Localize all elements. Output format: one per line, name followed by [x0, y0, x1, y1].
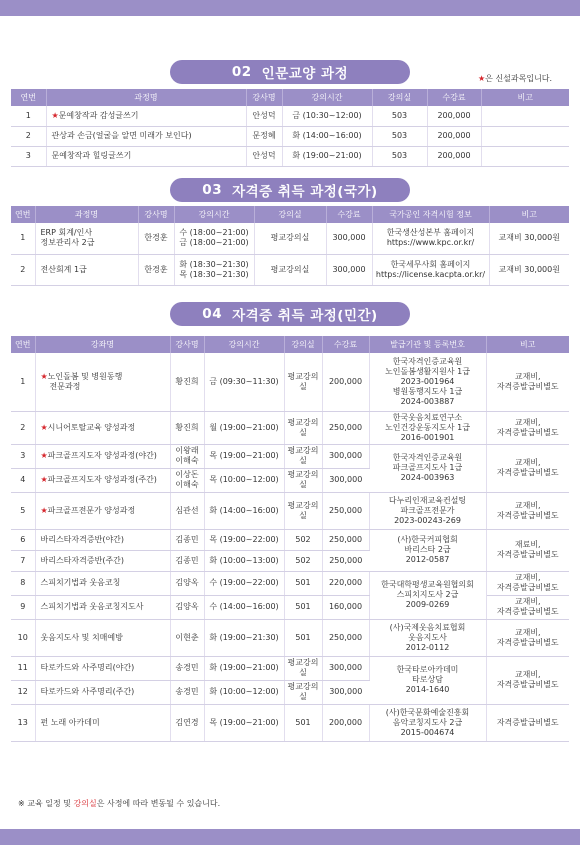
table-cell	[486, 492, 569, 529]
cell-line: 자격증발급비별도	[496, 680, 559, 689]
course-name: 스피치기법과 웃음코칭	[40, 578, 121, 587]
teacher-name: 황진희	[175, 422, 199, 432]
star-icon: ★	[478, 74, 486, 83]
star-icon: ★	[40, 371, 48, 381]
table-cell: 300,000	[322, 444, 369, 468]
cell-line: 한국자격인증교육원	[392, 453, 463, 462]
table-cell	[170, 353, 204, 411]
info-line: 한국생산성본부 홈페이지	[386, 228, 475, 238]
table-cell	[170, 656, 204, 680]
cell-line: 한국대학평생교육원협의회	[381, 580, 474, 589]
table-cell: 안성덕	[246, 146, 282, 166]
cell-line: (사)한국문화예술진흥회	[385, 707, 470, 717]
table-cell	[35, 529, 170, 550]
teacher-name: 이상돈	[175, 470, 199, 479]
course-name: 바리스타자격증반(주간)	[40, 555, 125, 565]
table-cell	[35, 411, 170, 444]
table-cell	[35, 619, 170, 656]
table-cell: 200,000	[427, 106, 481, 126]
teacher-name: 이현춘	[175, 632, 199, 642]
cell-line: 자격증발급비별도	[496, 717, 559, 727]
cell-line: 2023-00243-269	[394, 515, 461, 525]
table-cell: 501	[284, 571, 322, 595]
course-name: 바리스타자격증반(야간)	[40, 534, 125, 544]
table-cell	[35, 254, 138, 285]
table-cell	[174, 254, 254, 285]
table-cell: 문정혜	[246, 126, 282, 146]
teacher-name: 송경민	[175, 687, 199, 696]
cell-line: 교재비,	[514, 627, 541, 637]
table-cell: 220,000	[322, 571, 369, 595]
cell-line: 한국타로아카데미	[396, 665, 459, 674]
table-cell	[46, 146, 246, 166]
cell-line: 노인건강운동지도사 1급	[385, 422, 470, 432]
table-cell: 목 (19:00~21:00)	[204, 444, 284, 468]
cell-line: 노인돌봄생활지원사 1급	[385, 366, 470, 376]
table-cell	[481, 126, 569, 146]
course-name: 타로카드와 사주명리(주간)	[40, 687, 135, 696]
course-name: 타로카드와 사주명리(야간)	[40, 663, 135, 672]
course-name: 문예창작과 힐링글쓰기	[51, 151, 132, 160]
table-cell	[35, 656, 170, 680]
table-cell	[170, 529, 204, 550]
cell-line: 다누리인재교육컨설팅	[388, 495, 467, 505]
section-number: 02	[231, 64, 252, 80]
top-bar	[0, 0, 580, 16]
table-cell	[170, 680, 204, 704]
cell-line: 2024-003887	[400, 396, 455, 406]
cell-line: 자격증발급비별도	[496, 510, 559, 520]
footnote: ※ 교육 일정 및 강의실은 사정에 따라 변동될 수 있습니다.	[18, 799, 221, 808]
table-cell	[170, 444, 204, 468]
table-cell: 1	[11, 106, 46, 126]
table-cell: 501	[284, 619, 322, 656]
table-cell	[170, 571, 204, 595]
table-cell: 화 (10:00~12:00)	[204, 680, 284, 704]
cell-line: 2015-004674	[400, 727, 455, 737]
table-cell: 5	[11, 492, 35, 529]
table-cell	[369, 571, 486, 619]
info-line: https://www.kpc.or.kr/	[386, 238, 475, 248]
table-cell	[486, 411, 569, 444]
course-name: 정보관리사 2급	[40, 238, 95, 248]
table-cell: 501	[284, 704, 322, 741]
table-cell	[369, 529, 486, 571]
cell-line: (사)국제웃음치료협회	[389, 622, 466, 632]
course-name: 웃음지도사 및 치매예방	[40, 632, 123, 642]
table-cell	[35, 595, 170, 619]
table-row	[11, 571, 569, 595]
table-cell: 월 (19:00~21:00)	[204, 411, 284, 444]
table-cell	[369, 411, 486, 444]
star-icon: ★	[40, 422, 48, 432]
table-header: 연번 과정명 강사명 강의시간 강의실 수강료 비고	[11, 89, 569, 106]
table-cell: 금 (10:30~12:00)	[282, 106, 372, 126]
table-cell: 502	[284, 550, 322, 571]
table-header: 연번 과정명 강사명 강의시간 강의실 수강료 국가공인 자격시험 정보 비고	[11, 206, 569, 223]
teacher-name: 이해숙	[175, 456, 199, 465]
course-name: 파크골프전문가 양성과정	[47, 505, 136, 515]
table-cell: 화 (10:00~13:00)	[204, 550, 284, 571]
table-cell	[35, 492, 170, 529]
section-title-text: 자격증 취득 과정(민간)	[232, 308, 378, 324]
table-cell	[174, 223, 254, 254]
table-cell	[486, 444, 569, 492]
table-cell: 수 (19:00~22:00)	[204, 571, 284, 595]
time-line: 화 (18:30~21:30)	[179, 259, 249, 269]
course-name: 시니어토탈교육 양성과정	[47, 422, 136, 432]
table-cell: 300,000	[322, 656, 369, 680]
section-number: 03	[202, 182, 223, 198]
table-cell	[35, 353, 170, 411]
table-cell: 13	[11, 704, 35, 741]
table-cell: 300,000	[326, 223, 372, 254]
table-cell	[170, 704, 204, 741]
table-private-cert	[11, 336, 569, 742]
section-number: 04	[202, 306, 223, 322]
table-row	[11, 656, 569, 680]
table-cell	[46, 106, 246, 126]
table-cell: 200,000	[427, 126, 481, 146]
table-cell	[369, 704, 486, 741]
cell-line: 자격증발급비별도	[496, 637, 559, 647]
time-line: 수 (18:00~21:00)	[179, 228, 249, 238]
table-cell: 평교강의실	[284, 411, 322, 444]
table-cell: 화 (19:00~21:30)	[204, 619, 284, 656]
table-row	[11, 529, 569, 550]
cell-line: 바리스타 2급	[404, 545, 451, 554]
table-cell	[486, 619, 569, 656]
table-row	[11, 444, 569, 468]
table-cell: 1	[11, 223, 35, 254]
table-row	[11, 704, 569, 741]
table-cell: 200,000	[322, 353, 369, 411]
table-cell: 목 (19:00~21:00)	[204, 704, 284, 741]
cell-line: 2012-0112	[405, 642, 450, 652]
table-cell: 평교강의실	[284, 444, 322, 468]
cell-line: 교재비,	[514, 458, 541, 467]
teacher-name: 김종민	[175, 555, 199, 565]
table-cell	[46, 126, 246, 146]
table-cell: 502	[284, 529, 322, 550]
cell-line: 교재비,	[514, 417, 541, 427]
section-02-title	[170, 60, 410, 84]
table-cell: 평교강의실	[284, 468, 322, 492]
course-name: 파크골프지도자 양성과정(야간)	[47, 451, 157, 460]
table-cell	[369, 492, 486, 529]
table-cell: 6	[11, 529, 35, 550]
cell-line: 교재비,	[514, 573, 541, 582]
cell-line: 음악코칭지도사 2급	[392, 717, 463, 727]
table-cell	[170, 550, 204, 571]
cell-line: 2024-003963	[400, 473, 455, 482]
table-cell: 한경훈	[138, 223, 174, 254]
teacher-name: 황진희	[175, 376, 199, 386]
table-cell: 교재비 30,000원	[489, 223, 569, 254]
table-cell	[486, 353, 569, 411]
table-cell: 7	[11, 550, 35, 571]
cell-line: 자격증발급비별도	[496, 427, 559, 437]
table-cell: 목 (19:00~22:00)	[204, 529, 284, 550]
table-cell: 250,000	[322, 411, 369, 444]
table-cell: 교재비 30,000원	[489, 254, 569, 285]
table-national-cert	[11, 206, 569, 286]
table-cell: 503	[372, 146, 427, 166]
table-cell: 300,000	[322, 468, 369, 492]
cell-line: 2012-0587	[405, 555, 450, 564]
cell-line: 파크골프지도사 1급	[392, 463, 463, 472]
table-cell	[369, 656, 486, 704]
table-cell: 화 (14:00~16:00)	[204, 492, 284, 529]
bottom-bar	[0, 829, 580, 845]
table-cell: 11	[11, 656, 35, 680]
table-cell: 화 (19:00~21:00)	[204, 656, 284, 680]
section-title-text: 인문교양 과정	[261, 66, 349, 82]
cell-line: 웃음지도사	[408, 632, 447, 642]
table-cell: 250,000	[322, 619, 369, 656]
table-cell: 2	[11, 411, 35, 444]
table-cell: 3	[11, 146, 46, 166]
table-cell	[372, 223, 489, 254]
table-cell	[35, 468, 170, 492]
cell-line: 병원동행지도사 1급	[392, 386, 463, 396]
table-cell: 200,000	[427, 146, 481, 166]
cell-line: 자격증발급비별도	[496, 381, 559, 391]
course-name: 문예창작과 감성글쓰기	[58, 110, 139, 120]
table-cell: 503	[372, 106, 427, 126]
table-row	[11, 106, 569, 126]
table-cell	[481, 106, 569, 126]
table-cell	[369, 353, 486, 411]
time-line: 목 (18:30~21:30)	[179, 269, 249, 279]
table-row	[11, 353, 569, 411]
table-cell: 평교강의실	[284, 680, 322, 704]
table-cell	[35, 550, 170, 571]
table-cell: 평교강의실	[284, 656, 322, 680]
course-name: 노인돌봄 및 병원동행	[47, 371, 123, 381]
table-cell	[35, 680, 170, 704]
star-icon: ★	[40, 451, 48, 460]
cell-line: (사)한국커피협회	[397, 535, 458, 544]
table-cell: 평교강의실	[254, 223, 326, 254]
table-cell: 안성덕	[246, 106, 282, 126]
table-cell	[170, 411, 204, 444]
cell-line: 교재비,	[514, 597, 541, 606]
teacher-name: 김연경	[175, 717, 199, 727]
section-03-title	[170, 178, 410, 202]
table-row	[11, 411, 569, 444]
table-cell: 300,000	[326, 254, 372, 285]
table-cell: 2	[11, 126, 46, 146]
table-row	[11, 254, 569, 285]
table-cell	[35, 223, 138, 254]
cell-line: 2023-001964	[400, 376, 455, 386]
cell-line: 스피치지도사 2급	[396, 590, 459, 599]
table-header: 연번 강좌명 강사명 강의시간 강의실 수강료 발급기관 및 등록번호 비고	[11, 336, 569, 353]
table-cell	[35, 571, 170, 595]
cell-line: 2014-1640	[405, 685, 450, 694]
teacher-name: 김종민	[175, 534, 199, 544]
table-cell	[486, 656, 569, 704]
course-name: 전문과정	[49, 381, 81, 391]
table-cell: 250,000	[322, 550, 369, 571]
cell-line: 자격증발급비별도	[496, 607, 559, 616]
table-cell: 250,000	[322, 492, 369, 529]
star-icon: ★	[51, 110, 59, 120]
new-course-note: ★은 신설과목입니다.	[478, 74, 553, 83]
table-cell: 화 (14:00~16:00)	[282, 126, 372, 146]
table-cell: 평교강의실	[254, 254, 326, 285]
star-icon: ★	[40, 505, 48, 515]
cell-line: 교재비,	[514, 670, 541, 679]
teacher-name: 심관선	[175, 505, 199, 515]
course-name: ERP 회계/인사	[40, 228, 93, 238]
table-humanities	[11, 89, 569, 167]
info-line: https://license.kacpta.or.kr/	[375, 269, 486, 279]
table-cell	[170, 619, 204, 656]
time-line: 금 (18:00~21:00)	[179, 238, 249, 248]
table-cell	[481, 146, 569, 166]
table-cell: 수 (14:00~16:00)	[204, 595, 284, 619]
cell-line: 2016-001901	[400, 432, 455, 442]
table-cell	[486, 704, 569, 741]
table-cell: 화 (19:00~21:00)	[282, 146, 372, 166]
teacher-name: 이해숙	[175, 480, 199, 489]
cell-line: 자격증발급비별도	[496, 468, 559, 477]
table-cell	[170, 468, 204, 492]
table-row	[11, 492, 569, 529]
cell-line: 교재비,	[514, 371, 541, 381]
cell-line: 2009-0269	[405, 600, 450, 609]
table-cell: 501	[284, 595, 322, 619]
teacher-name: 이왕래	[175, 446, 199, 455]
table-cell	[170, 492, 204, 529]
course-name: 파크골프지도자 양성과정(주간)	[47, 475, 157, 484]
teacher-name: 김양옥	[175, 578, 199, 587]
cell-line: 재료비,	[514, 540, 541, 549]
table-cell: 한경훈	[138, 254, 174, 285]
table-cell: 8	[11, 571, 35, 595]
table-cell: 2	[11, 254, 35, 285]
cell-line: 자격증발급비별도	[496, 550, 559, 559]
table-cell: 1	[11, 353, 35, 411]
table-cell: 300,000	[322, 680, 369, 704]
cell-line: 자격증발급비별도	[496, 583, 559, 592]
table-row	[11, 619, 569, 656]
table-cell: 160,000	[322, 595, 369, 619]
table-cell	[35, 444, 170, 468]
table-cell	[486, 529, 569, 571]
table-cell: 평교강의실	[284, 353, 322, 411]
table-cell: 503	[372, 126, 427, 146]
table-cell: 12	[11, 680, 35, 704]
cell-line: 한국웃음치료연구소	[392, 412, 463, 422]
table-cell: 9	[11, 595, 35, 619]
table-cell	[170, 595, 204, 619]
table-cell	[486, 571, 569, 595]
teacher-name: 김양옥	[175, 602, 199, 611]
table-cell: 4	[11, 468, 35, 492]
table-cell: 목 (10:00~12:00)	[204, 468, 284, 492]
table-cell	[372, 254, 489, 285]
table-cell: 금 (09:30~11:30)	[204, 353, 284, 411]
table-cell: 10	[11, 619, 35, 656]
course-name: 스피치기법과 웃음코칭지도사	[40, 602, 144, 611]
course-name: 펀 노래 아카데미	[40, 717, 100, 727]
teacher-name: 송경민	[175, 663, 199, 672]
table-cell: 3	[11, 444, 35, 468]
table-cell: 250,000	[322, 529, 369, 550]
table-cell: 평교강의실	[284, 492, 322, 529]
course-name: 전산회계 1급	[40, 264, 87, 274]
cell-line: 타로상담	[412, 675, 443, 684]
star-icon: ★	[40, 475, 48, 484]
table-row	[11, 146, 569, 166]
section-title-text: 자격증 취득 과정(국가)	[232, 184, 378, 200]
info-line: 한국세무사회 홈페이지	[390, 259, 471, 269]
table-row	[11, 595, 569, 619]
table-cell	[35, 704, 170, 741]
course-name: 관상과 손금(얼굴을 알면 미래가 보인다)	[51, 131, 192, 140]
table-row	[11, 223, 569, 254]
section-04-title	[170, 302, 410, 326]
table-cell	[369, 619, 486, 656]
cell-line: 파크골프전문가	[400, 505, 455, 515]
table-cell	[486, 595, 569, 619]
table-row	[11, 126, 569, 146]
table-cell	[369, 444, 486, 492]
table-cell: 200,000	[322, 704, 369, 741]
cell-line: 교재비,	[514, 500, 541, 510]
cell-line: 한국자격인증교육원	[392, 356, 463, 366]
